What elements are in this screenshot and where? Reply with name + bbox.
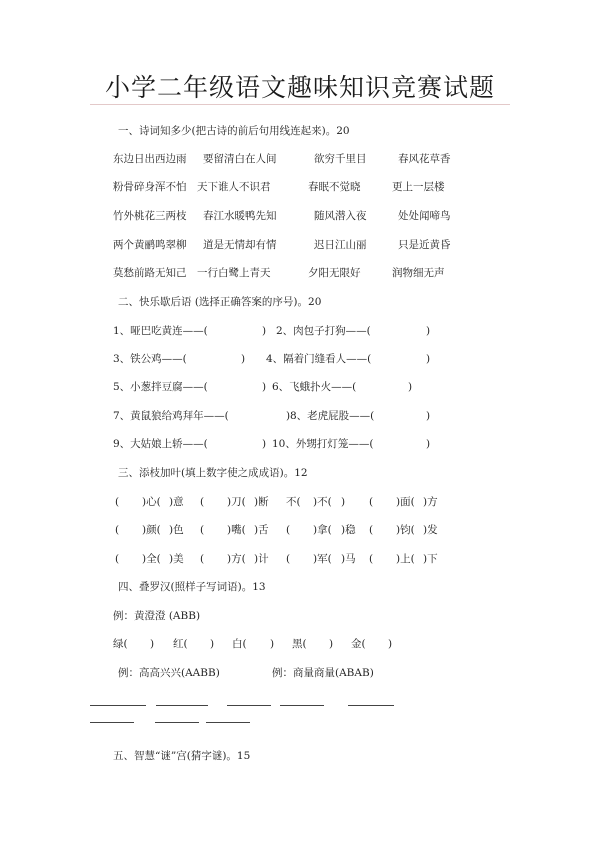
poem-cell: 两个黄鹂鸣翠柳	[113, 239, 187, 251]
poem-cell: 只是近黄昏	[398, 239, 451, 251]
section-3-heading	[0, 463, 600, 483]
answer-blank[interactable]	[156, 705, 208, 706]
text-fragment: (	[115, 553, 120, 565]
examples-aabb-abab	[0, 663, 600, 683]
poem-row-1	[0, 149, 600, 169]
text-fragment: )意	[169, 496, 184, 508]
section-4-heading	[0, 577, 600, 597]
poem-cell: 迟日江山丽	[314, 239, 367, 251]
text-fragment: )颜(	[142, 524, 161, 536]
poem-cell: 竹外桃花三两枝	[113, 210, 187, 222]
number-idiom-row-2	[0, 520, 600, 540]
color-words-row	[0, 634, 600, 654]
text-fragment: )	[341, 496, 346, 508]
idiom-row-5	[0, 434, 600, 454]
text-fragment: 二、快乐歇后语 (选择正确答案的序号)。20	[118, 296, 322, 308]
poem-cell: 春江水暖鸭先知	[203, 210, 277, 222]
poem-cell: 天下谁人不识君	[197, 181, 271, 193]
text-fragment: 3、铁公鸡——(	[113, 353, 187, 365]
text-fragment: 5、小葱拌豆腐——(	[113, 381, 208, 393]
text-fragment: )方	[423, 496, 438, 508]
page-title: 小学二年级语文趣味知识竞赛试题	[104, 73, 495, 102]
text-fragment: )计	[254, 553, 269, 565]
idiom-row-4	[0, 406, 600, 426]
text-fragment: 4、隔着门缝看人——(	[266, 353, 372, 365]
poem-cell: 粉骨碎身浑不怕	[113, 181, 187, 193]
text-fragment: )舌	[254, 524, 269, 536]
text-fragment: )嘴(	[227, 524, 246, 536]
title-underline	[90, 104, 510, 105]
text-fragment: 6、飞蛾扑火——(	[272, 381, 357, 393]
text-fragment: 三、添枝加叶(填上数字使之成成语)。12	[118, 467, 308, 479]
poem-row-5	[0, 263, 600, 283]
text-fragment: 不(	[286, 496, 301, 508]
text-fragment: (	[200, 496, 205, 508]
text-fragment: )	[262, 381, 267, 393]
text-fragment: )色	[169, 524, 184, 536]
text-fragment: )	[270, 638, 275, 650]
poem-cell: 夕阳无限好	[308, 267, 361, 279]
text-fragment: (	[200, 524, 205, 536]
text-fragment: )	[426, 353, 431, 365]
text-fragment: 10、外甥打灯笼——(	[272, 438, 374, 450]
text-fragment: (	[286, 524, 291, 536]
section-2-heading	[0, 292, 600, 312]
poem-cell: 一行白鹭上青天	[197, 267, 271, 279]
poem-row-3	[0, 206, 600, 226]
section-5-heading	[0, 746, 600, 766]
text-fragment: )心(	[142, 496, 161, 508]
text-fragment: )刀(	[227, 496, 246, 508]
text-fragment: )拿(	[313, 524, 332, 536]
text-fragment: 四、叠罗汉(照样子写词语)。13	[118, 581, 266, 593]
text-fragment: 五、智慧“谜”宫(猜字谜)。15	[113, 750, 251, 762]
poem-cell: 随风潜入夜	[314, 210, 367, 222]
text-fragment: )方(	[227, 553, 246, 565]
text-fragment: )	[150, 638, 155, 650]
text-fragment: (	[115, 524, 120, 536]
text-fragment: )	[329, 638, 334, 650]
idiom-row-3	[0, 377, 600, 397]
text-fragment: (	[115, 496, 120, 508]
text-fragment: )稳	[341, 524, 356, 536]
text-fragment: )	[388, 638, 393, 650]
answer-blank[interactable]	[155, 722, 199, 723]
idiom-row-2	[0, 349, 600, 369]
text-fragment: 1、哑巴吃黄连——(	[113, 325, 208, 337]
answer-blank[interactable]	[206, 722, 250, 723]
text-fragment: )	[426, 325, 431, 337]
text-fragment: (	[369, 553, 374, 565]
text-fragment: )马	[341, 553, 356, 565]
text-fragment: )	[408, 381, 413, 393]
poem-row-2	[0, 177, 600, 197]
text-fragment: )	[286, 410, 291, 422]
text-fragment: )	[262, 325, 267, 337]
text-fragment: )	[262, 438, 267, 450]
text-fragment: )下	[423, 553, 438, 565]
text-fragment: )	[210, 638, 215, 650]
text-fragment: (	[369, 524, 374, 536]
example-abb	[0, 606, 600, 626]
poem-cell: 东边日出西边雨	[113, 153, 187, 165]
text-fragment: (	[286, 553, 291, 565]
poem-cell: 润物细无声	[392, 267, 445, 279]
text-fragment: )上(	[396, 553, 415, 565]
text-fragment: (	[200, 553, 205, 565]
text-fragment: 9、大姑娘上轿——(	[113, 438, 208, 450]
answer-blank[interactable]	[227, 705, 271, 706]
number-idiom-row-1	[0, 492, 600, 512]
text-fragment: 绿(	[113, 638, 128, 650]
answer-blank[interactable]	[90, 722, 134, 723]
poem-cell: 道是无情却有情	[203, 239, 277, 251]
idiom-row-1	[0, 321, 600, 341]
poem-cell: 春眠不觉晓	[308, 181, 361, 193]
text-fragment: 例：高高兴兴(AABB)	[118, 667, 220, 679]
poem-cell: 更上一层楼	[392, 181, 445, 193]
text-fragment: 2、肉包子打狗——(	[276, 325, 371, 337]
text-fragment: 红(	[173, 638, 188, 650]
answer-blank[interactable]	[90, 705, 146, 706]
text-fragment: )钧(	[396, 524, 415, 536]
poem-cell: 春风花草香	[398, 153, 451, 165]
answer-blank[interactable]	[280, 705, 324, 706]
text-fragment: 金(	[351, 638, 366, 650]
text-fragment: )	[241, 353, 246, 365]
poem-row-4	[0, 235, 600, 255]
poem-cell: 处处闻啼鸟	[398, 210, 451, 222]
text-fragment: )军(	[313, 553, 332, 565]
text-fragment: 7、黄鼠狼给鸡拜年——(	[113, 410, 229, 422]
text-fragment: )面(	[396, 496, 415, 508]
text-fragment: 一、诗词知多少(把古诗的前后句用线连起来)。20	[118, 125, 350, 137]
text-fragment: )	[426, 410, 431, 422]
poem-cell: 要留清白在人间	[203, 153, 277, 165]
text-fragment: 8、老虎屁股——(	[290, 410, 375, 422]
number-idiom-row-3	[0, 549, 600, 569]
text-fragment: )美	[169, 553, 184, 565]
text-fragment: 黑(	[292, 638, 307, 650]
text-fragment: )全(	[142, 553, 161, 565]
text-fragment: )不(	[313, 496, 332, 508]
poem-cell: 欲穷千里目	[314, 153, 367, 165]
text-fragment: )断	[254, 496, 269, 508]
text-fragment: (	[369, 496, 374, 508]
text-fragment: 白(	[232, 638, 247, 650]
poem-cell: 莫愁前路无知己	[113, 267, 187, 279]
text-fragment: 例：商量商量(ABAB)	[272, 667, 374, 679]
text-fragment: 例：黄澄澄 (ABB)	[113, 610, 201, 622]
text-fragment: )	[426, 438, 431, 450]
text-fragment: )发	[423, 524, 438, 536]
answer-blank[interactable]	[348, 705, 394, 706]
section-1-heading	[0, 121, 600, 141]
